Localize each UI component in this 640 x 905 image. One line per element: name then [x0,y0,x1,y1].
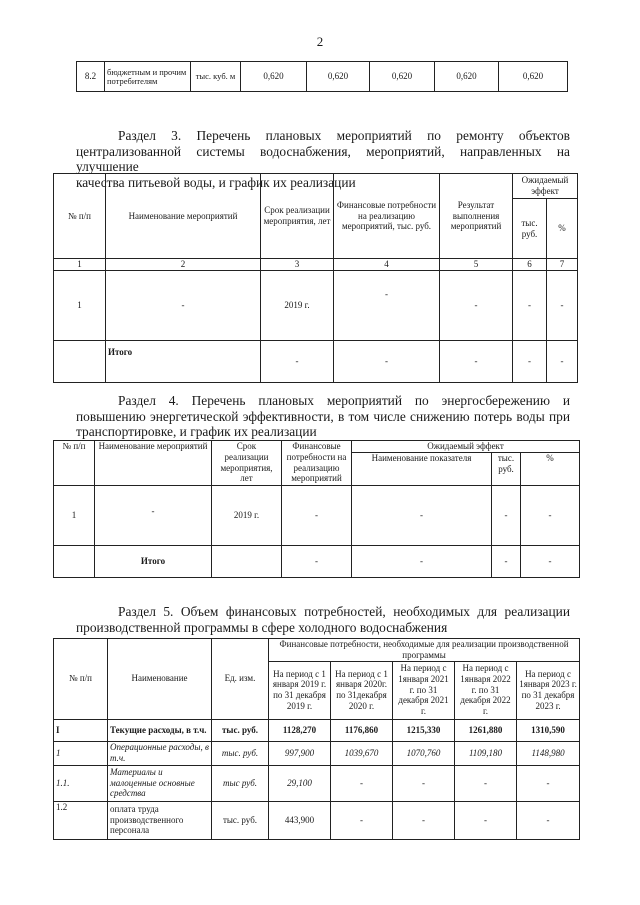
value-cell: 1310,590 [517,719,580,741]
value-cell: 1128,270 [269,719,331,741]
row-number: I [54,719,108,741]
total-label: Итого [95,546,212,578]
header-num: № п/п [54,174,106,259]
value-cell: 1261,880 [455,719,517,741]
row-unit: тыс руб. [212,765,269,801]
header-term: Срок реализации мероприятия, лет [261,174,334,259]
table-row [54,765,580,801]
value-cell: 29,100 [269,765,331,801]
value-cell: 1148,980 [517,741,580,765]
header-finance: Финансовые потребности, необходимые для реализации производственной программы [269,639,580,662]
total-label: Итого [106,341,261,383]
row-unit: тыс. куб. м [191,62,241,92]
header-name: Наименование мероприятий [106,174,261,259]
header-effect-rub: тыс. руб. [492,453,521,486]
top-table [76,61,568,92]
header-effect: Ожидаемый эффект [352,441,580,453]
header-period: На период с 1 января 2019 г. по 31 декабря 2019 г. [269,661,331,719]
cell: - [440,271,513,341]
header-indicator: Наименование показателя [352,453,492,486]
header-period: На период с 1 января 2020г. по 31декабря 2020 г. [331,661,393,719]
table-row [54,719,580,741]
cell: 1 [54,486,95,546]
col-number: 5 [440,259,513,271]
section4-heading-line2: повышению энергетической эффективности, в том числе снижению потерь воды при [76,408,570,424]
header-period: На период с 1января 2022 г. по 31 декабря 2022 г. [455,661,517,719]
value-cell: 1109,180 [455,741,517,765]
cell: 2019 г. [212,486,282,546]
cell: - [492,486,521,546]
section3-heading-line1: Раздел 3. Перечень плановых мероприятий по ремонту объектов [118,128,570,143]
header-finance: Финансовые потребности на реализацию мероприятий, тыс. руб. [334,174,440,259]
header-num: № п/п [54,441,95,486]
total-row [54,546,580,578]
row-name: Текущие расходы, в т.ч. [108,719,212,741]
total-cell: - [547,341,578,383]
row-unit: тыс. руб. [212,801,269,839]
col-number: 7 [547,259,578,271]
header-effect-pct: % [547,199,578,259]
header-name: Наименование мероприятий [95,441,212,486]
header-effect: Ожидаемый эффект [513,174,578,199]
header-unit: Ед. изм. [212,639,269,720]
total-cell: - [440,341,513,383]
total-cell: - [521,546,580,578]
cell: - [547,271,578,341]
cell: 2019 г. [261,271,334,341]
row-number: 1.2 [54,801,108,839]
page-number: 2 [316,34,324,49]
section4-table [53,440,580,578]
value-cell: 0,620 [241,62,307,92]
header-effect-pct: % [521,453,580,486]
row-name: оплата труда производственного персонала [108,801,212,839]
header-num: № п/п [54,639,108,720]
row-number: 1.1. [54,765,108,801]
value-cell: 1070,760 [393,741,455,765]
cell: - [334,271,440,341]
row-name: Операционные расходы, в т.ч. [108,741,212,765]
value-cell: 997,900 [269,741,331,765]
value-cell: 1215,330 [393,719,455,741]
total-cell: - [352,546,492,578]
cell: 1 [54,271,106,341]
section4-heading [76,393,570,440]
col-number: 1 [54,259,106,271]
total-cell: - [334,341,440,383]
section4-heading-line3: транспортировке, и график их реализации [76,424,317,439]
col-number: 3 [261,259,334,271]
table-row [54,271,578,341]
col-number: 4 [334,259,440,271]
table-row [54,801,580,839]
cell: - [106,271,261,341]
section4-heading-line1: Раздел 4. Перечень плановых мероприятий по энергосбережению и [118,393,570,408]
header-result: Результат выполнения мероприятий [440,174,513,259]
cell: - [513,271,547,341]
row-unit: тыс. руб. [212,719,269,741]
value-cell: 1176,860 [331,719,393,741]
cell: - [521,486,580,546]
cell: - [95,486,212,546]
total-cell: - [261,341,334,383]
total-row [54,341,578,383]
header-effect-rub: тыс. руб. [513,199,547,259]
row-number: 8.2 [77,62,105,92]
row-unit: тыс. руб. [212,741,269,765]
table-row [77,62,568,92]
section3-heading-line2: централизованной системы водоснабжения, мероприятий, направленных на улучшение [76,143,570,174]
value-cell: - [331,801,393,839]
value-cell: - [517,801,580,839]
column-numbers-row [54,259,578,271]
row-name: Материалы и малоценные основные средства [108,765,212,801]
value-cell: - [517,765,580,801]
header-period: На период с 1января 2023 г. по 31 декабря 2023 г. [517,661,580,719]
value-cell: - [393,801,455,839]
section5-heading-line1: Раздел 5. Объем финансовых потребностей, необходимых для реализации [118,604,570,619]
section3-table [53,173,578,383]
cell: - [282,486,352,546]
value-cell: - [455,801,517,839]
value-cell: 443,900 [269,801,331,839]
value-cell: - [331,765,393,801]
value-cell: - [455,765,517,801]
section3-heading-line3: качества питьевой воды, и график их реализации [76,174,356,190]
col-number: 2 [106,259,261,271]
value-cell: 0,620 [307,62,370,92]
section5-heading [76,604,570,635]
total-cell: - [513,341,547,383]
value-cell: 0,620 [435,62,499,92]
section5-heading-line2: производственной программы в сфере холодного водоснабжения [76,619,448,635]
table-row [54,486,580,546]
table-row [54,741,580,765]
total-cell: - [282,546,352,578]
row-number: 1 [54,741,108,765]
header-period: На период с 1января 2021 г. по 31 декабря 2021 г. [393,661,455,719]
col-number: 6 [513,259,547,271]
value-cell: - [393,765,455,801]
total-cell: - [492,546,521,578]
section5-table [53,638,580,840]
value-cell: 0,620 [499,62,568,92]
header-term: Срок реализации мероприятия, лет [212,441,282,486]
header-finance: Финансовые потребности на реализацию мероприятий [282,441,352,486]
value-cell: 0,620 [370,62,435,92]
row-name: бюджетным и прочим потребителям [105,62,191,92]
value-cell: 1039,670 [331,741,393,765]
header-name: Наименование [108,639,212,720]
cell: - [352,486,492,546]
